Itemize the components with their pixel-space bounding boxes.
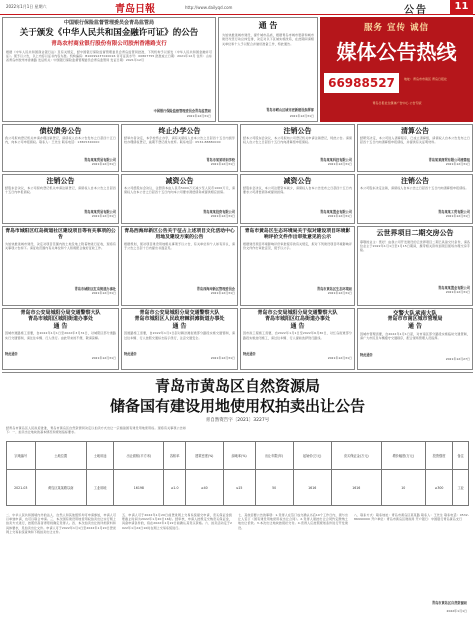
notice-cancel-a-body: 经本公司股东会决议，本公司拟向公司登记机关申请注销登记，特此公告。请债权人自公告之日起四十五日内向清算组申报债权。 (243, 136, 352, 145)
notice-west-coast (121, 226, 238, 306)
ad-address: 地址：青岛市市南区 青岛日报社 (404, 77, 447, 81)
notice-capital-a-signer: 青岛某某投资有限公司 (203, 210, 235, 215)
notice-capital-a (121, 174, 238, 224)
notice-capital-b (240, 174, 355, 224)
notice-west-coast-date: 2021年12月31日 (210, 291, 235, 296)
traffic-notice-hongdao-body: 因市政工程施工需要，自2022年1月1日至2022年6月30日，对红岛街道部分路段实施封闭施工，请过往车辆、行人提前选择绕行路线。 (243, 331, 352, 340)
notice-capital-a-date: 2021年12月31日 (210, 214, 235, 219)
notice-handover-body: 尊敬的业主：您好！由我公司开发建设的云世界项目二期已具备交付条件，请各位业主于2022年1月1日至1月15日期间，携带相关资料到项目现场办理交房手续。 (360, 240, 470, 253)
traffic-notice-chengyang-co-issuer: 青岛市城阳区城阳街道办事处 (27, 315, 93, 322)
col-green: 绿地率(%) (223, 442, 255, 470)
notice-cancel-c-title: 注销公告 (401, 177, 429, 185)
notice-liquidation-date: 2021年12月31日 (445, 162, 470, 167)
traffic-notice-jihongtan-heading: 通 告 (172, 322, 187, 330)
license-notice-issuer: 中国银行保险监督管理委员会青岛监管局 (63, 20, 154, 26)
cell-parcel-no: 2021-03 (7, 470, 36, 506)
traffic-notice-shinan-signer: 特此通告 (360, 352, 373, 357)
traffic-notice-hongdao-date: 2021年12月31日 (327, 356, 352, 361)
traffic-notice-jihongtan (121, 308, 238, 370)
notice-laoshan-body: 为加快推进城市建设，提升城市品质，根据青岛市城市更新和城市建设攻坚行动总体安排，决定对以下区域实施改造，在此期间请相关单位和个人予以配合并做好准备工作，特此通告。 (222, 33, 314, 46)
traffic-notice-hongdao (240, 308, 355, 370)
traffic-notice-jihongtan-co-issuer: 青岛市城阳区人民政府棘洪滩街道办事处 (134, 315, 225, 322)
notice-cancel-a (240, 124, 355, 172)
notice-liquidation-title: 清算公告 (401, 127, 429, 135)
col-deposit: 竞买保证金(万元) (331, 442, 381, 470)
notice-cancel-b-title: 注销公告 (46, 177, 75, 185)
media-hotline-ad (320, 17, 473, 122)
notice-capital-b-body: 经股东会决议，本公司注册资本减少，请债权人自本公告发布之日起四十五日内要求公司清偿债务或提供担保。 (243, 186, 352, 195)
notice-liquidation (357, 124, 473, 172)
license-notice-title: 关于颁发《中华人民共和国金融许可证》的公告 (19, 27, 199, 38)
notice-cancel-b-date: 2021年12月31日 (91, 214, 116, 219)
land-auction-doc-number: 青自然资告字〔2021〕3227号 (205, 418, 270, 423)
notice-capital-b-signer: 青岛某某置业有限公司 (320, 210, 352, 215)
traffic-notice-jihongtan-body: 因道路施工需要，自2022年1月1日起对棘洪滩街道部分路段实施交通管制，请过往车辆、行人按照交通标志指示绕行，注意交通安全。 (124, 331, 235, 340)
col-parcel-no: 宗地编号 (7, 442, 36, 470)
cell-green: ≤15 (223, 470, 255, 506)
table-row (7, 470, 469, 506)
notice-laoshan-date: 2021年12月31日 (289, 114, 314, 118)
traffic-notice-chengyang-signer: 特此通告 (5, 352, 18, 357)
notice-cancel-a-title: 注销公告 (283, 127, 312, 135)
notice-environment-body: 根据建设项目环境影响评价审批程序的有关规定，拟对下列建设项目环境影响评价文件作出审批意见，现予以公示。 (243, 242, 352, 251)
notice-debt-title: 债权债务公告 (39, 127, 82, 135)
notice-cancel-a-date: 2021年12月31日 (327, 162, 352, 167)
traffic-notice-chengyang-body: 因城市道路施工需要，自2022年1月1日至2022年3月31日，对城阳区部分道路实行交通管制，请过往车辆、行人绕行。由此带来的不便，敬请谅解。 (5, 331, 116, 340)
cell-increment: 10 (381, 470, 425, 506)
page-number: 11 (450, 0, 473, 14)
notice-cancel-b-signer: 青岛某某贸易有限公司 (84, 210, 116, 215)
cell-investment: ≥300 (425, 470, 453, 506)
land-auction-col4: 八、联系方式：联系地址：青岛市黄岛区某某路 联系人：王先生 联系电话：0532-86990000 开户单位：青岛市黄岛区财政局 开户银行：中国银行青岛黄岛支行 (354, 513, 469, 522)
cell-start-price: 1616 (293, 470, 331, 506)
cell-deposit: 1616 (331, 470, 381, 506)
ad-title: 媒体公告热线 (336, 40, 457, 64)
license-notice-branch: 青岛农村商业银行股份有限公司胶州香港路支行 (51, 40, 167, 47)
traffic-notice-hongdao-heading: 通 告 (290, 322, 305, 330)
land-auction-col3: 七、其他需要公告的事项：1.竞得人在签订成交确认书后10个工作日内，须与出让人签订《国有建设用地使用权出让合同》。2.竞得人须按出让合同约定缴纳土地出让价款。3.本次出让地块按现状交付。4.竞得人应按照规划条件进行开发建设。 (238, 513, 348, 530)
traffic-notice-shinan (357, 308, 473, 370)
notice-capital-b-title: 减资公告 (283, 177, 312, 185)
cell-area: 16198 (114, 470, 164, 506)
ad-phone[interactable]: 66988527 (324, 73, 399, 93)
notice-hongdao-project (2, 226, 119, 306)
notice-cancel-b-body: 经股东会决议，本公司拟向登记机关申请注销登记，请债权人自本公告之日起四十五日内申报债权。 (5, 186, 116, 195)
license-notice-body: 根据《中华人民共和国商业银行法》及有关规定，经中国银行保险监督管理委员会青岛监管局批准，下列机构予以颁发《中华人民共和国金融许可证》。现予以公告，以上内容以证书内容为准。机构编码：B1009S237020016 许可证流水号：00867755 批准成立日期：2021年12月 住所：山东省青岛市胶州市香港路 发证机关：中国银行保险监督管理委员会青岛监管局 发证日期：2021年12月 (6, 49, 212, 63)
col-term: 出让年限(年) (255, 442, 293, 470)
traffic-notice-jihongtan-signer: 特此通告 (124, 352, 137, 357)
traffic-notice-shinan-date: 2021年12月27日 (445, 356, 470, 361)
traffic-notice-jihongtan-issuer: 青岛市公安局城阳分局交通警察大队 (139, 310, 220, 316)
notice-school-signer: 青岛市某某培训学校 (206, 158, 235, 163)
ad-footer: 青岛日报社全媒体广告中心 公告专版 (372, 101, 422, 105)
traffic-notice-shinan-issuer: 交警大队承南大队 (392, 311, 437, 317)
notice-handover-signer: 青岛某某置业有限公司 (438, 286, 470, 291)
notice-liquidation-signer: 青岛某某商贸有限公司清算组 (428, 158, 470, 163)
ad-slogan: 服务 宣传 诚信 (364, 23, 429, 33)
parcel-table (6, 441, 469, 506)
col-use: 土地用途 (86, 442, 114, 470)
col-start-price: 起始价(万元) (293, 442, 331, 470)
notice-debt-body: 我公司拟向登记机关申请办理注销登记，请债权人自本公告发布之日起四十五日内，向本公司申报债权。联系人：王先生 联系电话：13805320000 (5, 136, 116, 145)
notice-capital-a-title: 减资公告 (165, 177, 194, 185)
cell-note: 工业 (453, 470, 469, 506)
notice-handover-date: 2021年12月31日 (445, 290, 470, 295)
cell-location: 黄岛区某某路以南 (35, 470, 86, 506)
license-notice-signer: 中国银行保险监督管理委员会青岛监管局 (153, 109, 211, 113)
traffic-notice-shinan-body: 因城市管理需要，自2022年1月1日起，对市南区部分路段实施临时交通管制，请广大市民及车辆遵守交通秩序，配合现场管理人员指挥。 (360, 331, 470, 341)
notice-laoshan-title: 通 告 (258, 21, 278, 30)
parcel-table-wrap (6, 441, 469, 509)
land-auction-date: 2022年1月1日 (446, 609, 467, 613)
notice-school-title: 终止办学公告 (158, 127, 201, 135)
website-link[interactable]: http://www.dailyqd.com (185, 5, 233, 10)
traffic-notice-hongdao-signer: 特此通告 (243, 352, 256, 357)
notice-environment-title: 青岛市黄岛区生态环境局关于拟对建设项目环境影响评价文件作出审批意见的公示 (244, 229, 351, 240)
land-auction-title: 储备国有建设用地使用权拍卖出让公告 (109, 397, 365, 415)
notice-environment-date: 2021年12月31日 (327, 291, 352, 296)
section-title: 公告 (404, 5, 428, 15)
col-investment: 投资强度 (425, 442, 453, 470)
traffic-notice-hongdao-co-issuer: 青岛市城阳区红岛街道办事处 (264, 315, 330, 322)
notice-hongdao-project-signer: 青岛市城阳区红岛街道办事处 (74, 287, 116, 292)
notice-environment (240, 226, 355, 306)
notice-cancel-c-body: 本公司股东决定注销，请债权人自本公告之日起四十五日内向清算组申报债权。 (360, 186, 469, 191)
notice-school-body: 经举办者决定，本学校终止办学，请有关债权人自本公告之日起四十五日内到学校办理债权登记，逾期不登记视为放弃。联系电话：0532-88880000 (124, 136, 235, 145)
notice-laoshan-signer: 青岛市崂山区城市更新建设指挥部 (266, 108, 314, 112)
notice-cancel-c (357, 174, 473, 224)
notice-handover-title: 云世界项目二期交房公告 (376, 229, 454, 237)
traffic-notice-shinan-co-issuer: 青岛市市南区城市管理局 (387, 316, 443, 323)
notice-debt-date: 2021年12月31日 (91, 162, 116, 167)
land-auction-issuer: 青岛市黄岛区自然资源局 (154, 377, 320, 395)
cell-term: 50 (255, 470, 293, 506)
notice-laoshan (218, 17, 318, 122)
traffic-notice-chengyang-heading: 通 告 (53, 322, 68, 330)
land-auction-col1: 二、中华人民共和国境内外的法人、自然人和其他组织均可申请参加，申请人可以单独申请，也可以联合申请。三、本次国有建设用地使用权拍卖出让实行网上拍卖方式进行，按照价高者得原则确定竞得人。四、本次拍卖出让的详细资料和具体要求，见拍卖出让文件。申请人可于2022年1月1日至2022年1月20日登录网上交易系统查询和下载拍卖出让文件。 (6, 513, 116, 534)
cell-far: ≥1.0 (164, 470, 186, 506)
land-auction-notice (2, 372, 473, 618)
notice-debt (2, 124, 119, 172)
notice-capital-b-date: 2021年12月31日 (327, 214, 352, 219)
page-header (0, 0, 475, 15)
notice-debt-signer: 青岛某某贸易有限公司 (84, 158, 116, 163)
notice-west-coast-body: 根据规划，现对项目建设用地相关事项予以公告，有关单位和个人如有异议，请于公告之日起十日内提出书面意见。 (124, 242, 235, 251)
land-auction-signer: 青岛市黄岛区自然资源局 (431, 601, 467, 605)
traffic-notice-hongdao-issuer: 青岛市公安局城阳分局交通警察大队 (257, 310, 338, 316)
col-increment: 增价幅度(万元) (381, 442, 425, 470)
traffic-notice-chengyang (2, 308, 119, 370)
col-note: 备注 (453, 442, 469, 470)
license-notice (2, 17, 216, 122)
col-area: 出让面积(平方米) (114, 442, 164, 470)
license-notice-date: 2021年12月31日 (186, 114, 211, 118)
notice-capital-a-body: 本公司经股东会决议，注册资本由人民币5000万元减少至人民币1000万元，请债权人自本公告之日起四十五日内向本公司要求清偿债务或提供相应担保。 (124, 186, 235, 195)
parcel-table-header (7, 442, 469, 470)
notice-cancel-b (2, 174, 119, 224)
traffic-notice-chengyang-date: 2021年12月31日 (91, 356, 116, 361)
notice-cancel-c-signer: 青岛某某工贸有限公司 (438, 210, 470, 215)
traffic-notice-jihongtan-date: 2021年12月31日 (210, 356, 235, 361)
newspaper-logo: 青岛日報 (115, 4, 155, 15)
traffic-notice-chengyang-issuer: 青岛市公安局城阳分局交通警察大队 (20, 310, 101, 316)
traffic-notice-shinan-heading: 通 告 (407, 323, 423, 331)
col-location: 土地位置 (35, 442, 86, 470)
col-density: 建筑密度(%) (185, 442, 223, 470)
col-far: 容积率 (164, 442, 186, 470)
notice-cancel-a-signer: 青岛某某科技有限公司 (320, 158, 352, 163)
notice-west-coast-signer: 青岛西海岸新区管理委员会 (196, 287, 235, 292)
notice-handover (357, 226, 473, 306)
notice-cancel-c-date: 2021年12月31日 (445, 214, 470, 219)
land-auction-intro: 经青岛市黄岛区人民政府批准，青岛市黄岛区自然资源局决定以拍卖方式出让一宗储备国有建设用地使用权。现将有关事项公告如下：一、拍卖出让地块的基本情况和规划指标要求。 (6, 426, 186, 435)
notice-west-coast-title: 青岛西海岸新区公告关于征占上述项目文化活动中心用地及建设方案的公告 (124, 229, 235, 240)
notice-environment-signer: 青岛市黄岛区生态环境局 (316, 287, 352, 292)
cell-use: 工业用地 (86, 470, 114, 506)
land-auction-col2: 五、申请人可于2022年1月20日前登录网上交易系统提交申请，竞买保证金到账截止时间为2022年1月20日16时。经审核，申请人按规定交纳竞买保证金，具备申请条件的，将在2022年1月22日前确认其竞买资格。六、拍卖活动定于2022年1月24日10时在网上交易系统进行。 (122, 513, 232, 530)
notice-school-date: 2021年12月31日 (210, 162, 235, 167)
notice-hongdao-project-title: 青岛市城阳区红岛街道社区建设项目等有关事项的公告 (5, 229, 116, 240)
notice-school (121, 124, 238, 172)
notice-hongdao-project-date: 2021年12月31日 (91, 291, 116, 296)
issue-date: 2022年1月1日 星期六 (6, 4, 47, 9)
notice-liquidation-body: 经研究决定，本公司进入清算程序，已成立清算组，请债权人自本公告发布之日起四十五日内向清算组申报债权，并提供有关证明材料。 (360, 136, 470, 145)
cell-density: ≥40 (185, 470, 223, 506)
notice-hongdao-project-body: 为加快推进城市建设，决定对项目范围内的土地及地上附着物进行征收，现将有关事项公告如下。请征收范围内有关单位和个人积极配合做好征收工作。 (5, 242, 116, 251)
